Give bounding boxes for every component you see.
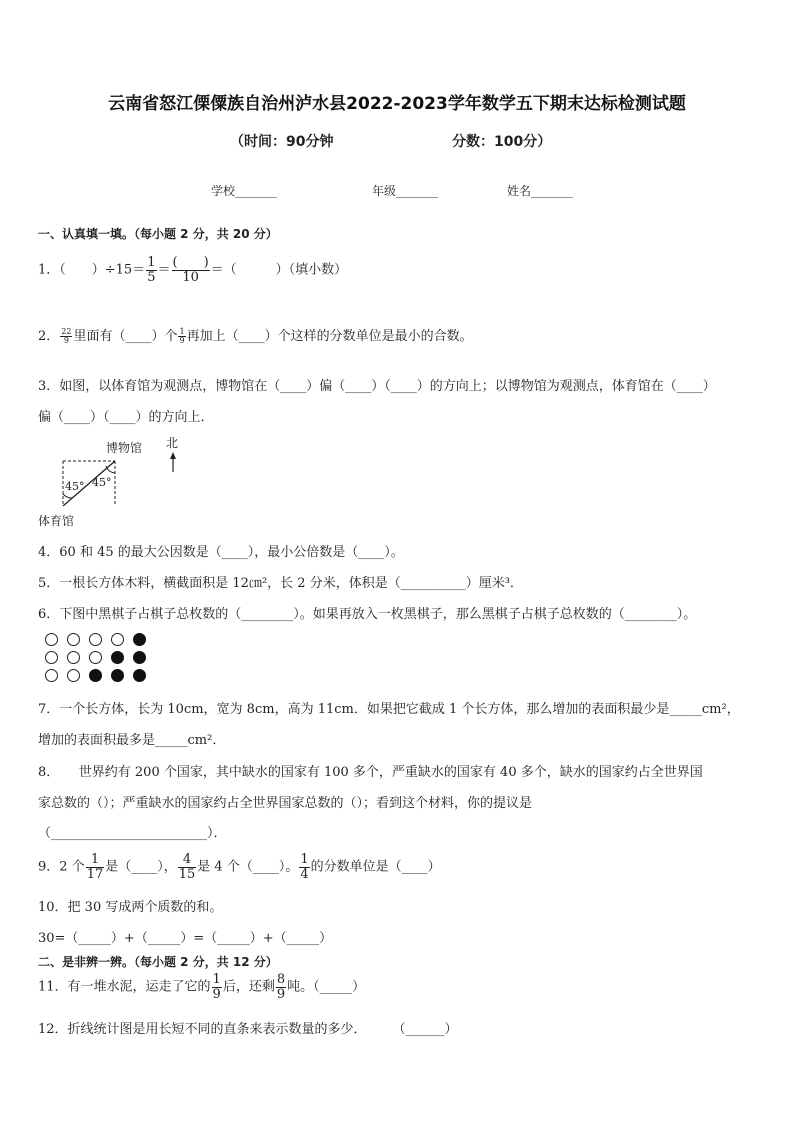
- q1-part-a: 1．（ ）÷15＝: [38, 262, 146, 278]
- white-piece: [67, 669, 80, 682]
- question-12: 12．折线统计图是用长短不同的直条来表示数量的多少． （______）: [38, 1022, 458, 1037]
- exam-score: 分数：100分）: [452, 134, 552, 150]
- black-piece: [133, 669, 146, 682]
- white-piece: [45, 651, 58, 664]
- label-north: 北: [166, 436, 179, 450]
- section-1-heading: 一、认真填一填。（每小题 2 分，共 20 分）: [38, 227, 278, 241]
- q1-equals: ＝: [157, 262, 171, 278]
- school-field[interactable]: 学校_______: [211, 184, 278, 198]
- question-5: 5．一根长方体木料，横截面积是 12㎝²，长 2 分米，体积是（__________）厘米³．: [38, 576, 523, 591]
- question-1: [38, 256, 347, 284]
- chess-pieces-grid: [45, 633, 155, 683]
- name-field[interactable]: 姓名_______: [507, 184, 574, 198]
- question-8-line-1: 8． 世界约有 200 个国家，其中缺水的国家有 100 多个，严重缺水的国家有 40 多个，缺水的国家约占全世界国: [38, 765, 703, 780]
- question-9: 9．2 个 $\frac{1}{17}$ 是（____）， $\frac{4}{15}$ 是 4 个（____）。 $\frac{1}{4}$ 的分数单位是（____）: [38, 852, 441, 882]
- white-piece: [67, 651, 80, 664]
- question-3-line-1: 3．如图，以体育馆为观测点，博物馆在（____）偏（____）（____）的方向上；以博物馆为观测点，体育馆在（____）: [38, 379, 716, 394]
- black-piece: [133, 651, 146, 664]
- question-8-line-2: 家总数的（）；严重缺水的国家约占全世界国家总数的（）；看到这个材料，你的提议是: [38, 796, 533, 811]
- black-piece: [89, 669, 102, 682]
- black-piece: [111, 669, 124, 682]
- question-2: 2． $\frac{22}{9}$ 里面有（____）个 $\frac{1}{9}$ 再加上（____）个这样的分数单位是最小的合数。: [38, 326, 473, 345]
- q2-fraction-22-9: $\frac{22}{9}$: [61, 326, 72, 345]
- q9-fraction-1-4: $\frac{1}{4}$: [300, 852, 309, 882]
- question-6: 6．下图中黑棋子占棋子总枚数的（________）。如果再放入一枚黑棋子，那么黑棋子占棋子总枚数的（________）。: [38, 607, 697, 622]
- label-museum: 博物馆: [106, 441, 143, 455]
- question-4: 4．60 和 45 的最大公因数是（____），最小公倍数是（____）。: [38, 545, 404, 560]
- q1-fraction-2: $\frac{( )}{10}$: [172, 255, 209, 285]
- q1-part-b: ＝（ ）（填小数）: [210, 262, 348, 278]
- question-7-line-2: 增加的表面积最多是_____cm²．: [38, 733, 226, 748]
- page-title: 云南省怒江傈僳族自治州泸水县2022-2023学年数学五下期末达标检测试题: [108, 94, 686, 114]
- q2-fraction-1-9: $\frac{1}{9}$: [179, 326, 185, 345]
- question-10-line-1: 10．把 30 写成两个质数的和。: [38, 900, 223, 915]
- label-angle-2: 45°: [92, 476, 112, 489]
- white-piece: [45, 633, 58, 646]
- white-piece: [89, 651, 102, 664]
- white-piece: [111, 633, 124, 646]
- question-8-line-3: （________________________）．: [38, 826, 227, 841]
- question-7-line-1: 7．一个长方体，长为 10cm，宽为 8cm，高为 11cm．如果把它截成 1 个长方体，那么增加的表面积最少是_____cm²，: [38, 702, 740, 717]
- white-piece: [67, 633, 80, 646]
- question-10-line-2: 30=（_____）+（_____）=（_____）+（_____）: [38, 931, 333, 946]
- q1-fraction-1: $\frac{1}{5}$: [147, 255, 156, 285]
- label-gym: 体育馆: [38, 514, 75, 528]
- section-2-heading: 二、是非辨一辨。（每小题 2 分，共 12 分）: [38, 955, 278, 969]
- angle-arc-1: [63, 494, 72, 498]
- grade-field[interactable]: 年级_______: [372, 184, 439, 198]
- exam-time: （时间：90分钟: [230, 134, 334, 150]
- q9-fraction-4-15: $\frac{4}{15}$: [178, 852, 196, 882]
- black-piece: [133, 633, 146, 646]
- north-arrowhead-icon: [170, 452, 176, 459]
- direction-diagram: [38, 436, 198, 532]
- black-piece: [111, 651, 124, 664]
- white-piece: [45, 669, 58, 682]
- white-piece: [89, 633, 102, 646]
- label-angle-1: 45°: [65, 480, 85, 493]
- q9-fraction-1-17: $\frac{1}{17}$: [86, 852, 104, 882]
- q11-fraction-1-9: $\frac{1}{9}$: [212, 972, 221, 1002]
- question-3-line-2: 偏（____）（____）的方向上．: [38, 410, 214, 425]
- question-11: 11．有一堆水泥，运走了它的 $\frac{1}{9}$ 后，还剩 $\frac{8}{9}$ 吨。（_____）: [38, 972, 366, 1002]
- q11-fraction-8-9: $\frac{8}{9}$: [276, 972, 286, 1002]
